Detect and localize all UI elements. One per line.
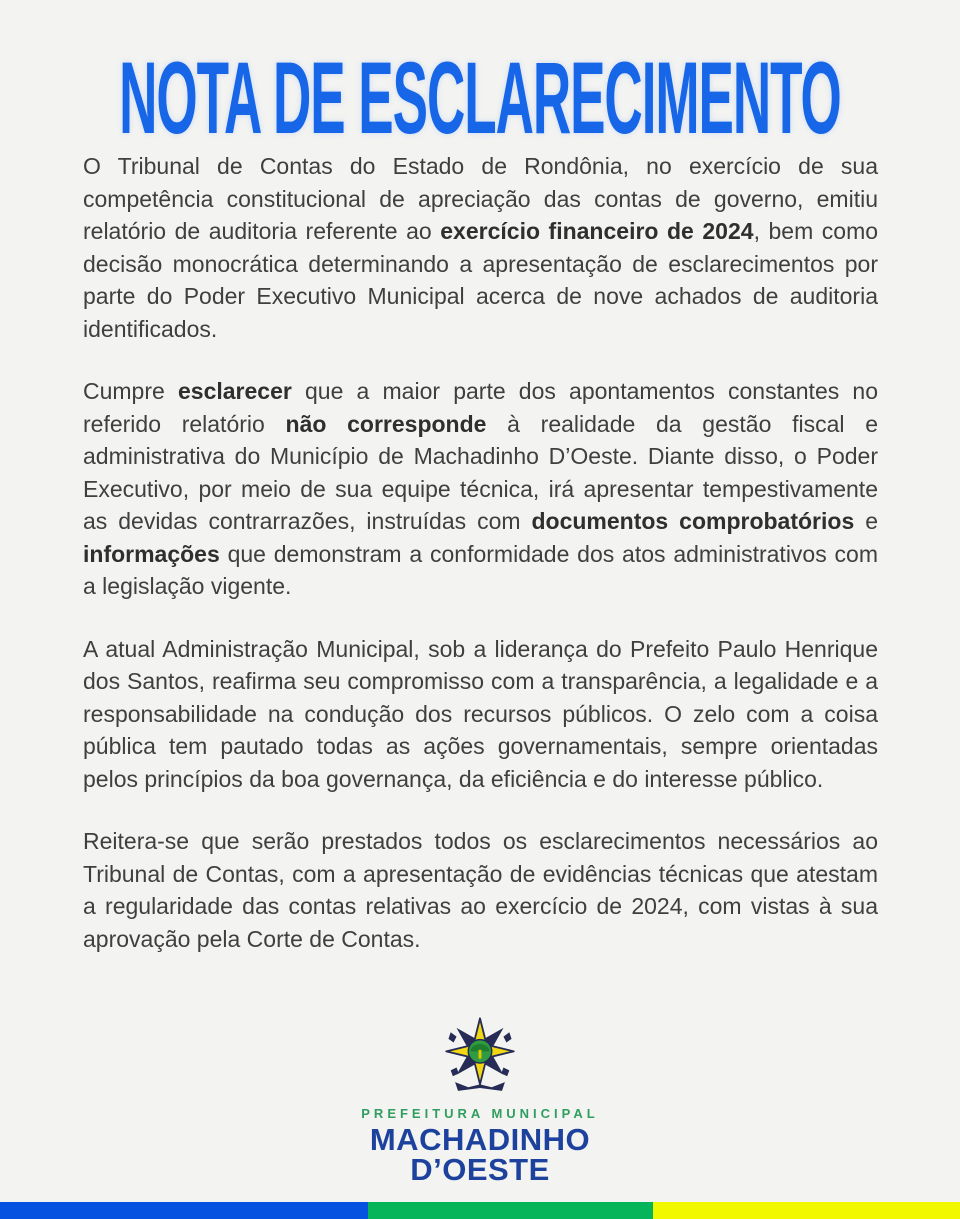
footer-city-name-line1: MACHADINHO: [369, 1122, 591, 1157]
note-body: [83, 150, 878, 985]
paragraph-audit-report: O Tribunal de Contas do Estado de Rondônia, no exercício de sua competência constitucional de apreciação das contas de governo, emitiu relatório de auditoria referente ao exercício financeiro de 2024, bem como decisão monocrática determinando a apresentação de esclarecimentos por parte do Poder Executivo Municipal acerca de nove achados de auditoria identificados.: [83, 153, 879, 342]
paragraph-reiteration: Reitera-se que serão prestados todos os esclarecimentos necessários ao Tribunal de Contas, com a apresentação de evidências técnicas que atestam a regularidade das contas relativas ao exercício de 2024, com vistas à sua aprovação pela Corte de Contas.: [83, 828, 878, 952]
stripe-yellow-segment: [653, 1202, 960, 1219]
footer-org-type-label: PREFEITURA MUNICIPAL: [361, 1106, 599, 1121]
footer-city-name-line2: D’OESTE: [410, 1152, 550, 1187]
stripe-green-segment: [368, 1202, 653, 1219]
stripe-blue-segment: [0, 1202, 368, 1219]
page-title-wrap: [0, 40, 960, 157]
paragraph-commitment: A atual Administração Municipal, sob a liderança do Prefeito Paulo Henrique dos Santos, reafirma seu compromisso com a transparência, a legalidade e a responsabilidade na condução dos recursos públicos. O zelo com a coisa pública tem pautado todas as ações governamentais, sempre orientadas pelos princípios da boa governança, da eficiência e do interesse público.: [83, 635, 878, 792]
footer-logo-block: [0, 1014, 960, 1185]
paragraph-clarification: Cumpre esclarecer que a maior parte dos apontamentos constantes no referido relatório não corresponde à realidade da gestão fiscal e administrativa do Município de Machadinho D’Oeste. Diante disso, o Poder Executivo, por meio de sua equipe técnica, irá apresentar tempestivamente as devidas contrarrazões, instruídas com documentos comprobatórios e informações que demonstram a conformidade dos atos administrativos com a legislação vigente.: [83, 378, 878, 599]
page-title: NOTA DE ESCLARECIMENTO: [119, 41, 841, 155]
bottom-tricolor-stripe: [0, 1202, 960, 1219]
coat-of-arms-icon: [436, 1014, 524, 1096]
